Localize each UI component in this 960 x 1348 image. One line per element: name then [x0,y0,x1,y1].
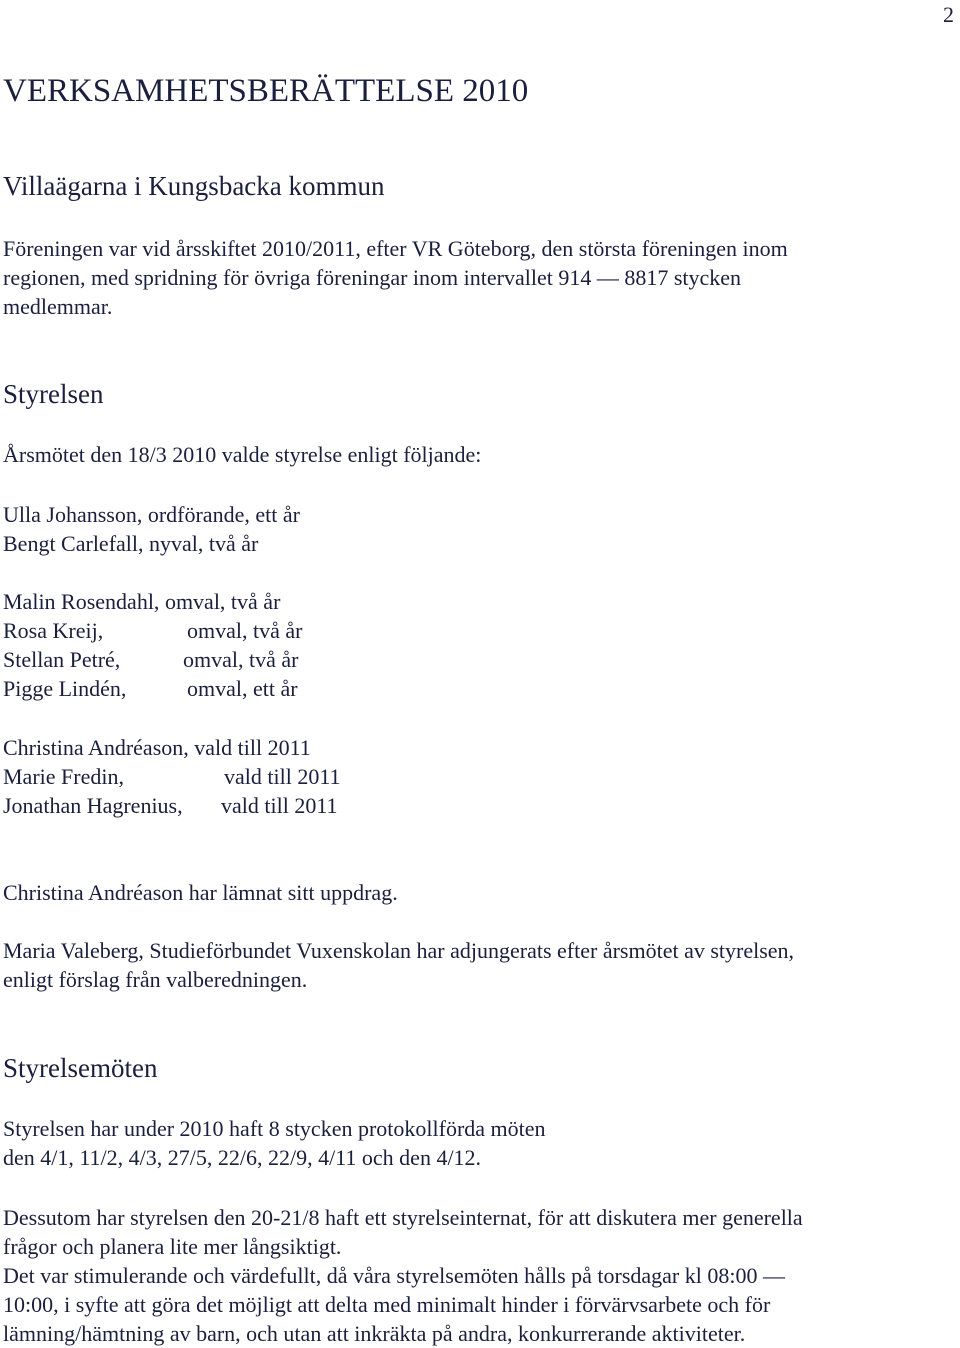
document-title: VERKSAMHETSBERÄTTELSE 2010 [3,73,529,109]
board-member-row [3,616,403,645]
board-member-term: omval, två år [187,618,303,643]
adjunct-line-1: Maria Valeberg, Studieförbundet Vuxenskolan har adjungerats efter årsmötet av styrelsen, [3,938,795,963]
schedule-line-3: lämning/hämtning av barn, och utan att inkräkta på andra, konkurrerande aktiviteter. [3,1321,746,1346]
board-member-row [3,733,403,762]
retreat-line-1: Dessutom har styrelsen den 20-21/8 haft ett styrelseinternat, för att diskutera mer generella [3,1205,803,1230]
board-member-name: Pigge Lindén, [3,676,127,701]
styrelsen-heading: Styrelsen [3,379,104,409]
board-member-term: omval, två år [164,589,281,614]
board-member-name: Rosa Kreij, [3,618,104,643]
styrelsemoten-heading: Styrelsemöten [3,1053,158,1083]
board-member-row [3,791,403,820]
board-member-row [3,587,280,616]
board-member-term: omval, två år [183,647,299,672]
resigned-text: Christina Andréason har lämnat sitt uppdrag. [3,880,398,905]
board-member-name: Malin Rosendahl, [3,589,160,614]
adjunct-line-2: enligt förslag från valberedningen. [3,967,308,992]
schedule-line-1: Det var stimulerande och värdefullt, då våra styrelsemöten hålls på torsdagar kl 08:00 — [3,1263,785,1288]
board-member-row [3,674,403,703]
meetings-line-1: Styrelsen har under 2010 haft 8 stycken protokollförda möten [3,1116,546,1141]
page-number: 2 [943,2,954,27]
board-member-row [3,762,403,791]
board-member-term: vald till 2011 [224,764,341,789]
board-member-name: Marie Fredin, [3,764,124,789]
board-member-name: Stellan Petré, [3,647,121,672]
board-member-name: Christina Andréason, [3,735,189,760]
annual-meeting-text: Årsmötet den 18/3 2010 valde styrelse enligt följande: [3,442,482,467]
organization-heading: Villaägarna i Kungsbacka kommun [3,171,385,201]
intro-line-1: Föreningen var vid årsskiftet 2010/2011, efter VR Göteborg, den största föreningen inom [3,236,788,261]
retreat-line-2: frågor och planera lite mer långsiktigt. [3,1234,342,1259]
board-member-term: vald till 2011 [194,735,311,760]
intro-line-3: medlemmar. [3,294,113,319]
board-member-row [3,645,403,674]
board-member-term: vald till 2011 [221,793,338,818]
meetings-line-2: den 4/1, 11/2, 4/3, 27/5, 22/6, 22/9, 4/11 och den 4/12. [3,1145,482,1170]
board-member-chair: Ulla Johansson, ordförande, ett år [3,502,300,527]
board-member-name: Jonathan Hagrenius, [3,793,183,818]
intro-line-2: regionen, med spridning för övriga föreningar inom intervallet 914 — 8817 stycken [3,265,742,290]
board-member-term: omval, ett år [187,676,298,701]
schedule-line-2: 10:00, i syfte att göra det möjligt att delta med minimalt hinder i förvärvsarbete och för [3,1292,771,1317]
board-member-new: Bengt Carlefall, nyval, två år [3,531,259,556]
